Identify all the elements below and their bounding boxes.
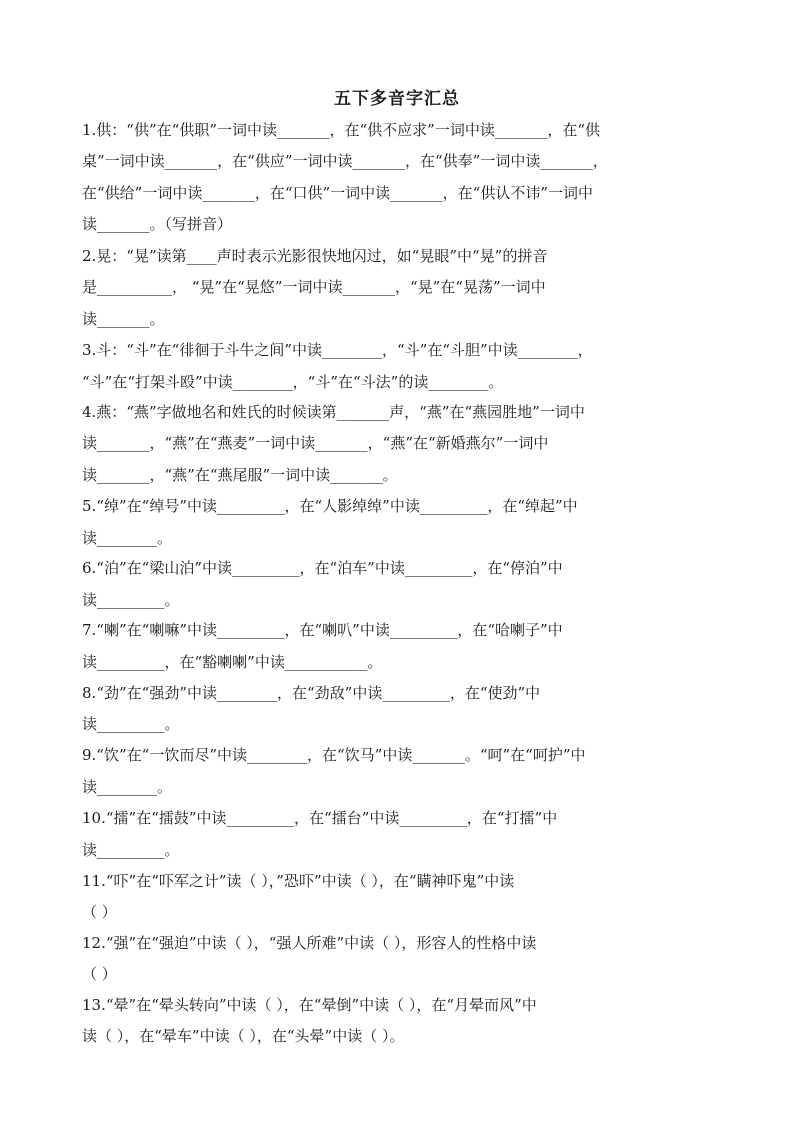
text-line: “斗”在“打架斗殴”中读________，“斗”在“斗法”的读________。: [82, 373, 504, 391]
page-title: 五下多音字汇总: [334, 89, 460, 109]
text-line: 9.“饮”在“一饮而尽”中读________，在“饮马”中读_______。“呵”在“呵护”中: [82, 746, 586, 764]
text-line: 3.斗：“斗”在“徘徊于斗牛之间”中读________，“斗”在“斗胆”中读________，: [82, 341, 593, 359]
text-line: 读_________。: [82, 841, 180, 859]
text-line: 读________。: [82, 529, 173, 547]
text-line: 4.燕：“燕”字做地名和姓氏的时候读第_______声，“燕”在“燕园胜地”一词中: [82, 403, 585, 421]
text-line: 1.供：“供”在“供职”一词中读_______，在“供不应求”一词中读_______，在“供: [82, 121, 600, 139]
text-line: 读_________，在“豁喇喇”中读___________。: [82, 653, 383, 671]
text-line: 12.“强”在“强迫”中读（ ），“强人所难”中读（ ），形容人的性格中读: [82, 934, 537, 952]
text-line: 是__________， “晃”在“晃悠”一词中读_______，“晃”在“晃荡”一词中: [82, 278, 546, 296]
text-line: （ ）: [82, 965, 117, 983]
text-line: 11.“吓”在“吓军之计”读（ ），”恐吓”中读（ ），在“瞒神吓鬼”中读: [82, 872, 515, 890]
text-line: 读（ ），在“晕车”中读（ ），在“头晕”中读（ ）。: [82, 1027, 405, 1045]
text-line: 读_______，“燕”在“燕麦”一词中读_______，“燕”在“新婚燕尔”一词中: [82, 434, 549, 452]
text-line: 读_______。: [82, 310, 165, 328]
text-line: 6.“泊”在“梁山泊”中读_________，在“泊车”中读_________，在“停泊”中: [82, 559, 563, 577]
text-line: 读_______，“燕”在“燕尾服”一词中读_______。: [82, 466, 398, 484]
text-line: 8.“劲”在“强劲”中读________，在“劲敌”中读_________，在“使劲”中: [82, 684, 541, 702]
text-line: 在“供给”一词中读_______，在“口供”一词中读_______，在“供认不讳”一词中: [82, 184, 594, 202]
text-line: 读________。: [82, 778, 173, 796]
text-line: 桌”一词中读_______，在“供应”一词中读_______，在“供奉”一词中读_______，: [82, 152, 608, 170]
text-line: 读_______。（写拼音）: [82, 215, 233, 233]
text-line: 读_________。: [82, 591, 180, 609]
text-line: （ ）: [82, 903, 117, 921]
text-line: 7.“喇”在“喇嘛”中读_________，在“喇叭”中读_________，在“哈喇子”中: [82, 621, 563, 639]
text-line: 10.“擂”在“擂鼓”中读_________，在“擂台”中读_________，在“打擂”中: [82, 809, 558, 827]
text-line: 5.“绰”在“绰号”中读_________，在“人影绰绰”中读_________，在“绰起”中: [82, 497, 578, 515]
text-line: 13.“晕”在“晕头转向”中读（ ），在“晕倒”中读（ ），在“月晕而风”中: [82, 996, 537, 1014]
text-line: 2.晃：“晃”读第____声时表示光影很快地闪过，如“晃眼”中“晃”的拼音: [82, 247, 548, 265]
text-line: 读_________。: [82, 715, 180, 733]
